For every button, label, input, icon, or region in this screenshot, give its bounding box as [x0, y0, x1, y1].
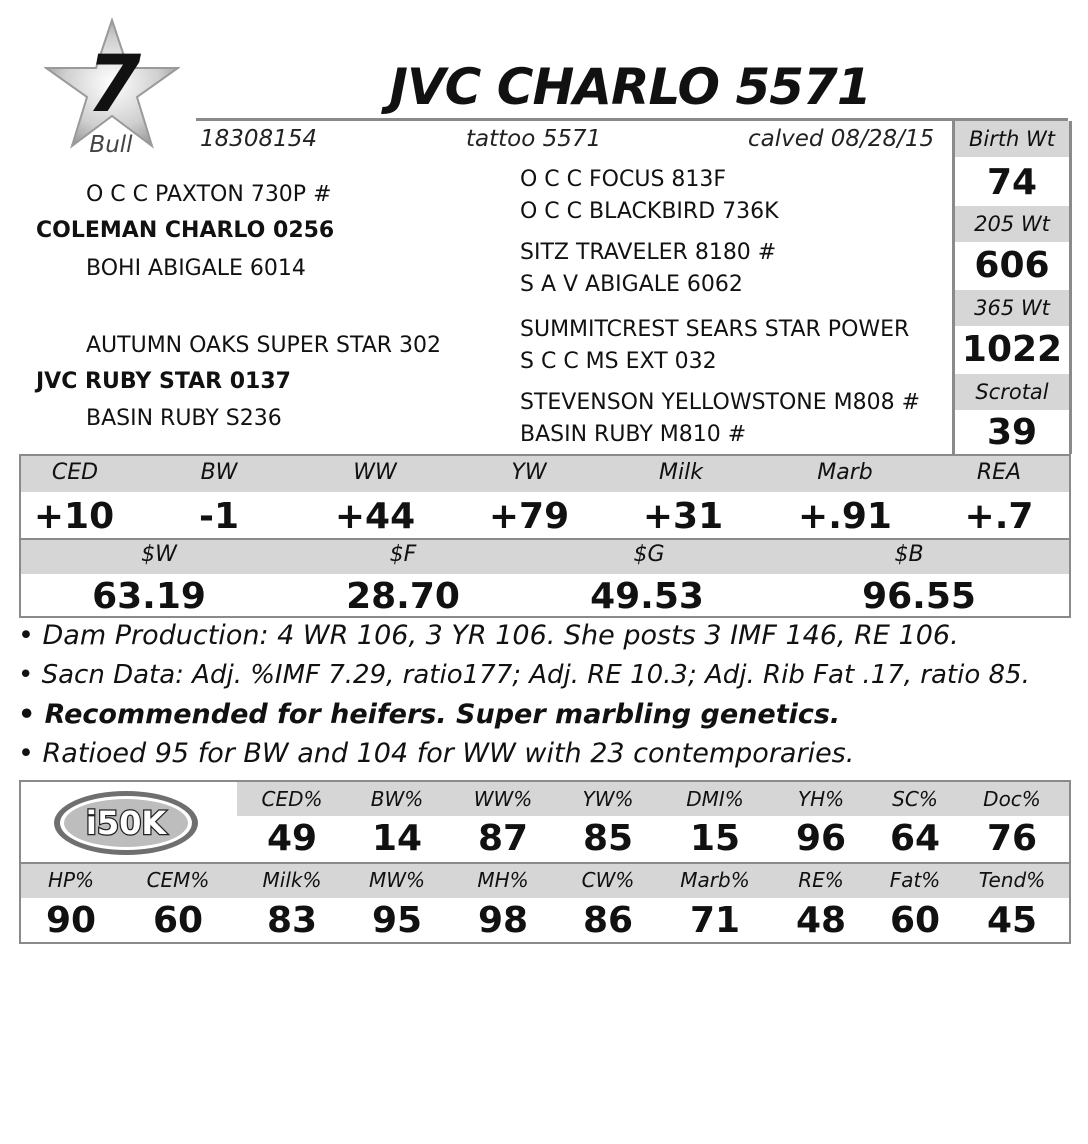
animal-name: JVC CHARLO 5571	[389, 58, 871, 116]
index-header-f: $F	[389, 542, 417, 567]
tattoo: tattoo 5571	[466, 126, 602, 152]
epd-value-ced: +10	[33, 496, 115, 537]
i50k-header-milk: Milk%	[262, 868, 322, 892]
epd-header-rea: REA	[976, 460, 1022, 485]
i50k-header-tend: Tend%	[978, 868, 1046, 892]
i50k-value-cw: 86	[582, 900, 634, 941]
yearling-weight-label: 365 Wt	[955, 290, 1069, 326]
lot-number: 7	[86, 40, 142, 130]
yearling-weight-value: 1022	[961, 329, 1063, 370]
grandparent-4: S A V ABIGALE 6062	[520, 272, 743, 297]
i50k-header-ww: WW%	[473, 787, 533, 811]
i50k-value-cem: 60	[152, 900, 204, 941]
epd-header-ww: WW	[353, 460, 397, 485]
epd-table	[19, 454, 1071, 618]
index-value-w: 63.19	[92, 576, 206, 617]
i50k-value-doc: 76	[986, 818, 1038, 859]
epd-value-ww: +44	[334, 496, 416, 537]
grandparent-2: O C C BLACKBIRD 736K	[520, 199, 779, 224]
i50k-header-yw: YW%	[582, 787, 634, 811]
weaning-weight-value: 606	[974, 245, 1050, 286]
i50k-value-yh: 96	[795, 818, 847, 859]
i50k-header-marb: Marb%	[680, 868, 750, 892]
i50k-header-mh: MH%	[477, 868, 529, 892]
i50k-header-mw: MW%	[368, 868, 426, 892]
note-recommendation: • Recommended for heifers. Super marbling genetics.	[18, 699, 841, 730]
calved-date: calved 08/28/15	[748, 126, 935, 152]
birth-weight-label: Birth Wt	[955, 121, 1069, 157]
weaning-weight-label: 205 Wt	[955, 206, 1069, 242]
i50k-value-hp: 90	[45, 900, 97, 941]
grandparent-7: STEVENSON YELLOWSTONE M808 #	[520, 390, 921, 415]
lot-sex: Bull	[89, 132, 133, 158]
i50k-value-mh: 98	[477, 900, 529, 941]
i50k-table	[19, 780, 1071, 944]
index-value-g: 49.53	[590, 576, 704, 617]
sire-sire: O C C PAXTON 730P #	[86, 182, 332, 207]
birth-weight-value: 74	[986, 162, 1038, 203]
i50k-value-bw: 14	[371, 818, 423, 859]
registration-number: 18308154	[200, 126, 318, 152]
epd-value-milk: +31	[642, 496, 724, 537]
i50k-header-cw: CW%	[581, 868, 635, 892]
i50k-header-ced: CED%	[261, 787, 323, 811]
index-header-g: $G	[633, 542, 665, 567]
i50k-header-sc: SC%	[892, 787, 938, 811]
i50k-header-re: RE%	[798, 868, 844, 892]
epd-value-rea: +.7	[964, 496, 1034, 537]
epd-header-milk: Milk	[659, 460, 703, 485]
epd-header-ced: CED	[51, 460, 99, 485]
grandparent-8: BASIN RUBY M810 #	[520, 422, 747, 447]
i50k-header-bw: BW%	[370, 787, 424, 811]
i50k-header-cem: CEM%	[146, 868, 210, 892]
note-scan-data: • Sacn Data: Adj. %IMF 7.29, ratio177; Adj. RE 10.3; Adj. Rib Fat .17, ratio 85.	[18, 660, 1030, 690]
index-value-f: 28.70	[346, 576, 460, 617]
epd-value-marb: +.91	[798, 496, 892, 537]
i50k-header-dmi: DMI%	[686, 787, 744, 811]
i50k-header-fat: Fat%	[889, 868, 941, 892]
scrotal-label: Scrotal	[955, 374, 1069, 410]
dam-sire: AUTUMN OAKS SUPER STAR 302	[86, 333, 442, 358]
grandparent-5: SUMMITCREST SEARS STAR POWER	[520, 317, 910, 342]
index-header-b: $B	[894, 542, 924, 567]
sire: COLEMAN CHARLO 0256	[36, 218, 335, 243]
note-dam-production: • Dam Production: 4 WR 106, 3 YR 106. She posts 3 IMF 146, RE 106.	[18, 620, 959, 651]
i50k-value-yw: 85	[582, 818, 634, 859]
title-divider	[196, 118, 1068, 121]
dam-dam: BASIN RUBY S236	[86, 406, 282, 431]
epd-value-bw: -1	[199, 496, 239, 537]
i50k-logo-icon	[51, 788, 201, 858]
i50k-value-re: 48	[795, 900, 847, 941]
i50k-value-mw: 95	[371, 900, 423, 941]
dam: JVC RUBY STAR 0137	[36, 369, 291, 394]
i50k-value-milk: 83	[266, 900, 318, 941]
i50k-value-sc: 64	[889, 818, 941, 859]
i50k-value-ced: 49	[266, 818, 318, 859]
grandparent-3: SITZ TRAVELER 8180 #	[520, 240, 777, 265]
i50k-value-marb: 71	[689, 900, 741, 941]
index-header-w: $W	[141, 542, 177, 567]
weights-column	[952, 121, 1072, 454]
i50k-header-hp: HP%	[47, 868, 95, 892]
scrotal-value: 39	[986, 412, 1038, 453]
i50k-value-dmi: 15	[689, 818, 741, 859]
i50k-header-yh: YH%	[797, 787, 845, 811]
i50k-logo-text: i50K	[85, 804, 167, 842]
sire-dam: BOHI ABIGALE 6014	[86, 256, 306, 281]
epd-header-bw: BW	[200, 460, 238, 485]
index-value-b: 96.55	[862, 576, 976, 617]
i50k-value-fat: 60	[889, 900, 941, 941]
epd-value-yw: +79	[488, 496, 570, 537]
epd-header-marb: Marb	[817, 460, 873, 485]
note-ratios: • Ratioed 95 for BW and 104 for WW with 23 contemporaries.	[18, 738, 855, 769]
epd-header-yw: YW	[511, 460, 547, 485]
grandparent-6: S C C MS EXT 032	[520, 349, 717, 374]
i50k-value-tend: 45	[986, 900, 1038, 941]
i50k-value-ww: 87	[477, 818, 529, 859]
grandparent-1: O C C FOCUS 813F	[520, 167, 727, 192]
i50k-header-doc: Doc%	[983, 787, 1041, 811]
